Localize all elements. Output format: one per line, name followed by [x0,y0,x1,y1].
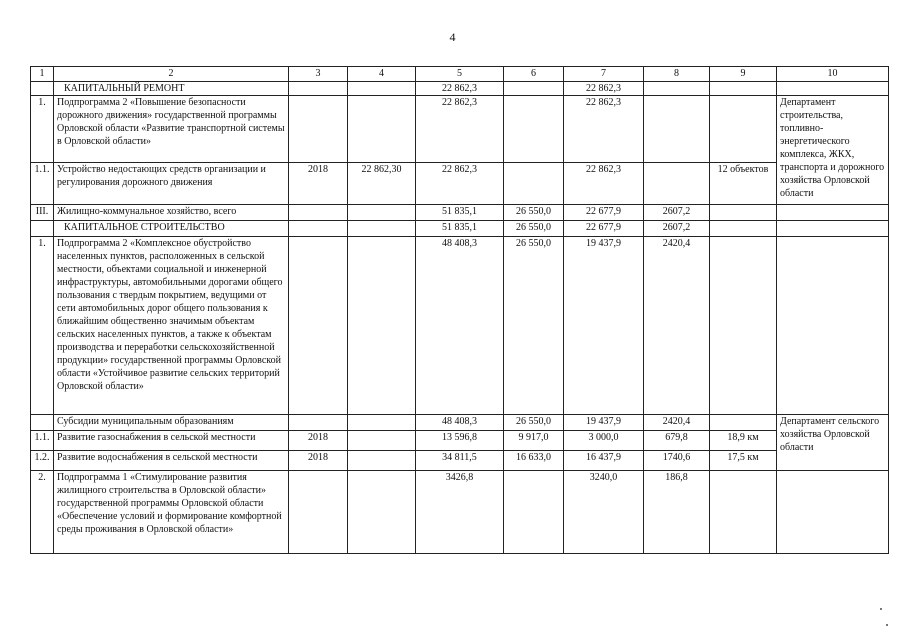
row-number: 1. [31,237,54,415]
row-col6: 26 550,0 [504,237,564,415]
row-col4 [348,431,416,451]
row-name: Жилищно-коммунальное хозяйство, всего [54,205,289,221]
row-col9 [710,96,777,163]
row-year [289,96,348,163]
row-col7: 22 862,3 [564,82,644,96]
row-col9: 12 объектов [710,163,777,205]
row-col10 [777,205,889,221]
row-col9 [710,415,777,431]
row-col5: 3426,8 [416,471,504,554]
header-col-3: 3 [289,67,348,82]
row-col5: 34 811,5 [416,451,504,471]
row-col7: 22 677,9 [564,205,644,221]
header-col-5: 5 [416,67,504,82]
row-number: 1. [31,96,54,163]
row-col8: 186,8 [644,471,710,554]
row-col7: 3240,0 [564,471,644,554]
row-col8: 2420,4 [644,237,710,415]
row-col8 [644,82,710,96]
table-row [31,205,889,221]
row-col8 [644,96,710,163]
row-col4 [348,82,416,96]
row-col6 [504,82,564,96]
row-col10 [777,82,889,96]
header-col-6: 6 [504,67,564,82]
row-year: 2018 [289,451,348,471]
row-number: 1.1. [31,163,54,205]
row-number: 2. [31,471,54,554]
header-col-2: 2 [54,67,289,82]
row-col5: 13 596,8 [416,431,504,451]
row-col9 [710,237,777,415]
row-col8: 2607,2 [644,221,710,237]
row-col8: 2420,4 [644,415,710,431]
row-col10 [777,471,889,554]
row-col6: 9 917,0 [504,431,564,451]
table-row [31,237,889,415]
row-name: Подпрограмма 2 «Комплексное обустройство населенных пунктов, расположенных в сельской местности, объектами социальной и инженерной инфраструктуры, автомобильными дорогами общего пользования с твердым покрытием, ведущими от сети автомобильных дорог общего пользования к ближайшим общественно значимым объектам сельских населенных пунктов, а также к объектам производства и переработки сельскохозяйственной продукции» государственной программы Орловской области «Устойчивое развитие сельских территорий Орловской области» [54,237,289,415]
row-col5: 22 862,3 [416,163,504,205]
row-name: КАПИТАЛЬНЫЙ РЕМОНТ [54,82,289,96]
row-col8: 2607,2 [644,205,710,221]
row-name: Развитие газоснабжения в сельской местности [54,431,289,451]
row-year [289,237,348,415]
budget-table [30,66,889,554]
row-col10 [777,237,889,415]
table-row [31,431,889,451]
row-col7: 16 437,9 [564,451,644,471]
row-col4 [348,237,416,415]
row-col7: 22 677,9 [564,221,644,237]
table-row [31,82,889,96]
table-row [31,471,889,554]
row-name: Подпрограмма 1 «Стимулирование развития жилищного строительства в Орловской области» государственной программы Орловской области «Обеспечение условий и формирование комфортной среды проживания в Орловской области» [54,471,289,554]
row-col5: 51 835,1 [416,205,504,221]
row-col4 [348,205,416,221]
row-col8 [644,163,710,205]
row-year: 2018 [289,163,348,205]
row-col9: 18,9 км [710,431,777,451]
row-col9 [710,471,777,554]
responsible-department-agriculture: Департамент сельского хозяйства Орловской области [777,415,889,471]
row-number [31,415,54,431]
row-col5: 48 408,3 [416,415,504,431]
scan-speck [886,624,888,626]
row-year: 2018 [289,431,348,451]
row-col4 [348,471,416,554]
row-col5: 22 862,3 [416,82,504,96]
header-col-4: 4 [348,67,416,82]
row-col9: 17,5 км [710,451,777,471]
responsible-department-construction: Департамент строительства, топливно-энергетического комплекса, ЖКХ, транспорта и дорожного хозяйства Орловской области [777,96,889,205]
row-number: III. [31,205,54,221]
row-col9 [710,82,777,96]
row-col4 [348,96,416,163]
row-name: КАПИТАЛЬНОЕ СТРОИТЕЛЬСТВО [54,221,289,237]
row-number [31,221,54,237]
header-col-7: 7 [564,67,644,82]
row-col6: 26 550,0 [504,221,564,237]
row-number [31,82,54,96]
row-number: 1.1. [31,431,54,451]
row-col6 [504,471,564,554]
table-row [31,221,889,237]
row-col4 [348,221,416,237]
row-col4 [348,451,416,471]
row-col6: 16 633,0 [504,451,564,471]
row-col5: 51 835,1 [416,221,504,237]
header-col-9: 9 [710,67,777,82]
header-col-1: 1 [31,67,54,82]
row-year [289,221,348,237]
row-col7: 3 000,0 [564,431,644,451]
row-col7: 19 437,9 [564,415,644,431]
row-col8: 679,8 [644,431,710,451]
row-col7: 22 862,3 [564,163,644,205]
row-col6: 26 550,0 [504,415,564,431]
row-col4 [348,415,416,431]
page-number: 4 [449,30,456,44]
row-year [289,82,348,96]
row-col7: 19 437,9 [564,237,644,415]
row-col7: 22 862,3 [564,96,644,163]
row-name: Субсидии муниципальным образованиям [54,415,289,431]
row-col6: 26 550,0 [504,205,564,221]
row-year [289,205,348,221]
table-row [31,451,889,471]
row-col5: 48 408,3 [416,237,504,415]
header-col-10: 10 [777,67,889,82]
table-row [31,163,889,205]
row-col5: 22 862,3 [416,96,504,163]
row-col6 [504,163,564,205]
row-year [289,471,348,554]
table-row [31,415,889,431]
row-col8: 1740,6 [644,451,710,471]
header-row [31,67,889,82]
table-row [31,96,889,163]
row-name: Устройство недостающих средств организации и регулирования дорожного движения [54,163,289,205]
row-col9 [710,221,777,237]
row-col4: 22 862,30 [348,163,416,205]
header-col-8: 8 [644,67,710,82]
row-col9 [710,205,777,221]
row-col6 [504,96,564,163]
row-number: 1.2. [31,451,54,471]
scan-speck [880,608,882,610]
row-year [289,415,348,431]
row-col10 [777,221,889,237]
row-name: Развитие водоснабжения в сельской местности [54,451,289,471]
row-name: Подпрограмма 2 «Повышение безопасности дорожного движения» государственной программы Орловской области «Развитие транспортной системы в Орловской области» [54,96,289,163]
